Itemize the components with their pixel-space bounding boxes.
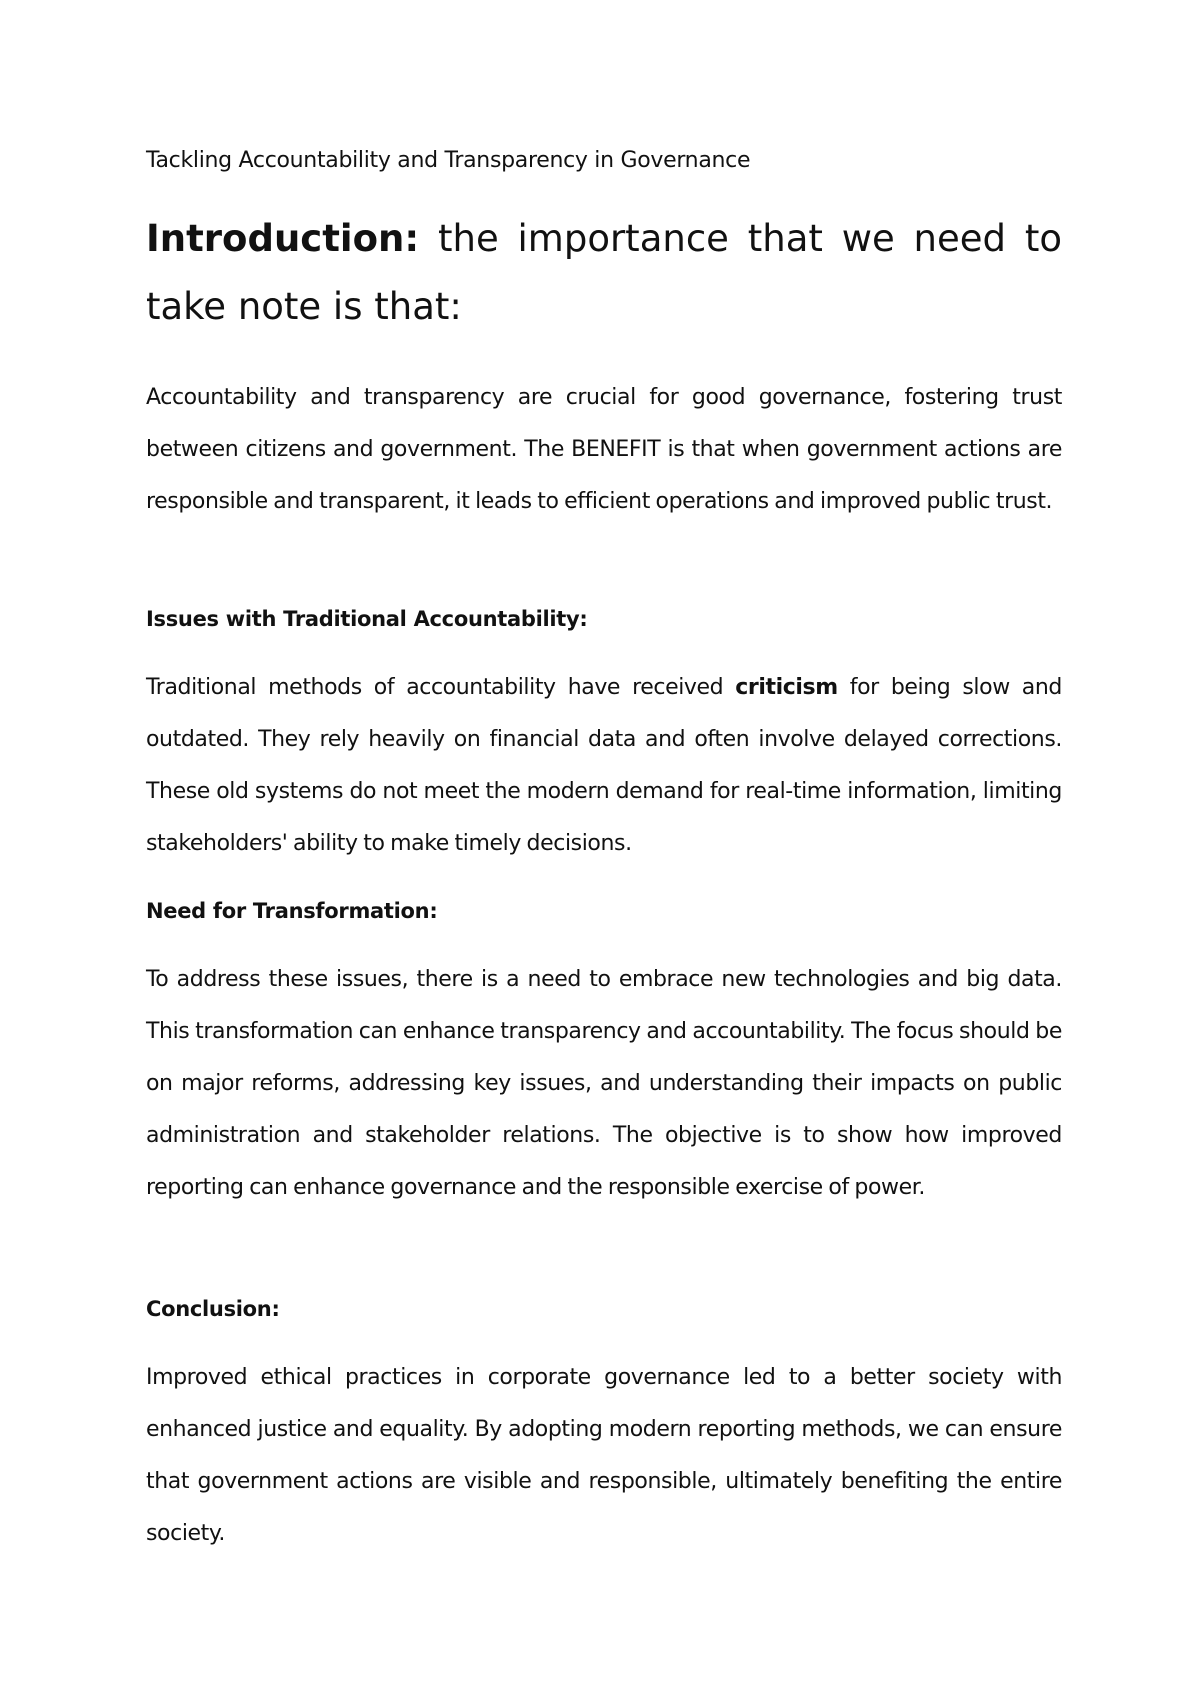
transformation-paragraph: To address these issues, there is a need to embrace new technologies and big data. This transformation can enhance transparency and accountability. The focus should be on major reforms, addressing key issues, and understanding their impacts on public administration and stakeholder relations. The objective is to show how improved reporting can enhance governance and the responsible exercise of power. [146, 967, 1062, 1200]
document-title: Tackling Accountability and Transparency in Governance [146, 148, 751, 173]
conclusion-heading: Conclusion: [146, 1297, 280, 1321]
issues-paragraph-emphasis: criticism [735, 675, 838, 700]
issues-heading: Issues with Traditional Accountability: [146, 607, 588, 631]
introduction-lead: Introduction: [146, 217, 420, 260]
issues-paragraph-end: for being slow and outdated. They rely heavily on financial data and often involve delayed corrections. These old systems do not meet the modern demand for real-time information, limiting stakeholders' ability to make timely decisions. [146, 675, 1063, 856]
issues-paragraph [146, 662, 1062, 870]
introduction-paragraph: Accountability and transparency are crucial for good governance, fostering trust between citizens and government. The BENEFIT is that when government actions are responsible and transparent, it leads to efficient operations and improved public trust. [146, 385, 1062, 514]
introduction-heading-text: the importance that we need to take note is that: [146, 217, 1062, 328]
conclusion-paragraph: Improved ethical practices in corporate governance led to a better society with enhanced justice and equality. By adopting modern reporting methods, we can ensure that government actions are visible and responsible, ultimately benefiting the entire society. [146, 1365, 1062, 1546]
issues-paragraph-start: Traditional methods of accountability have received [146, 675, 736, 700]
introduction-heading [146, 205, 1062, 341]
transformation-heading: Need for Transformation: [146, 899, 438, 923]
